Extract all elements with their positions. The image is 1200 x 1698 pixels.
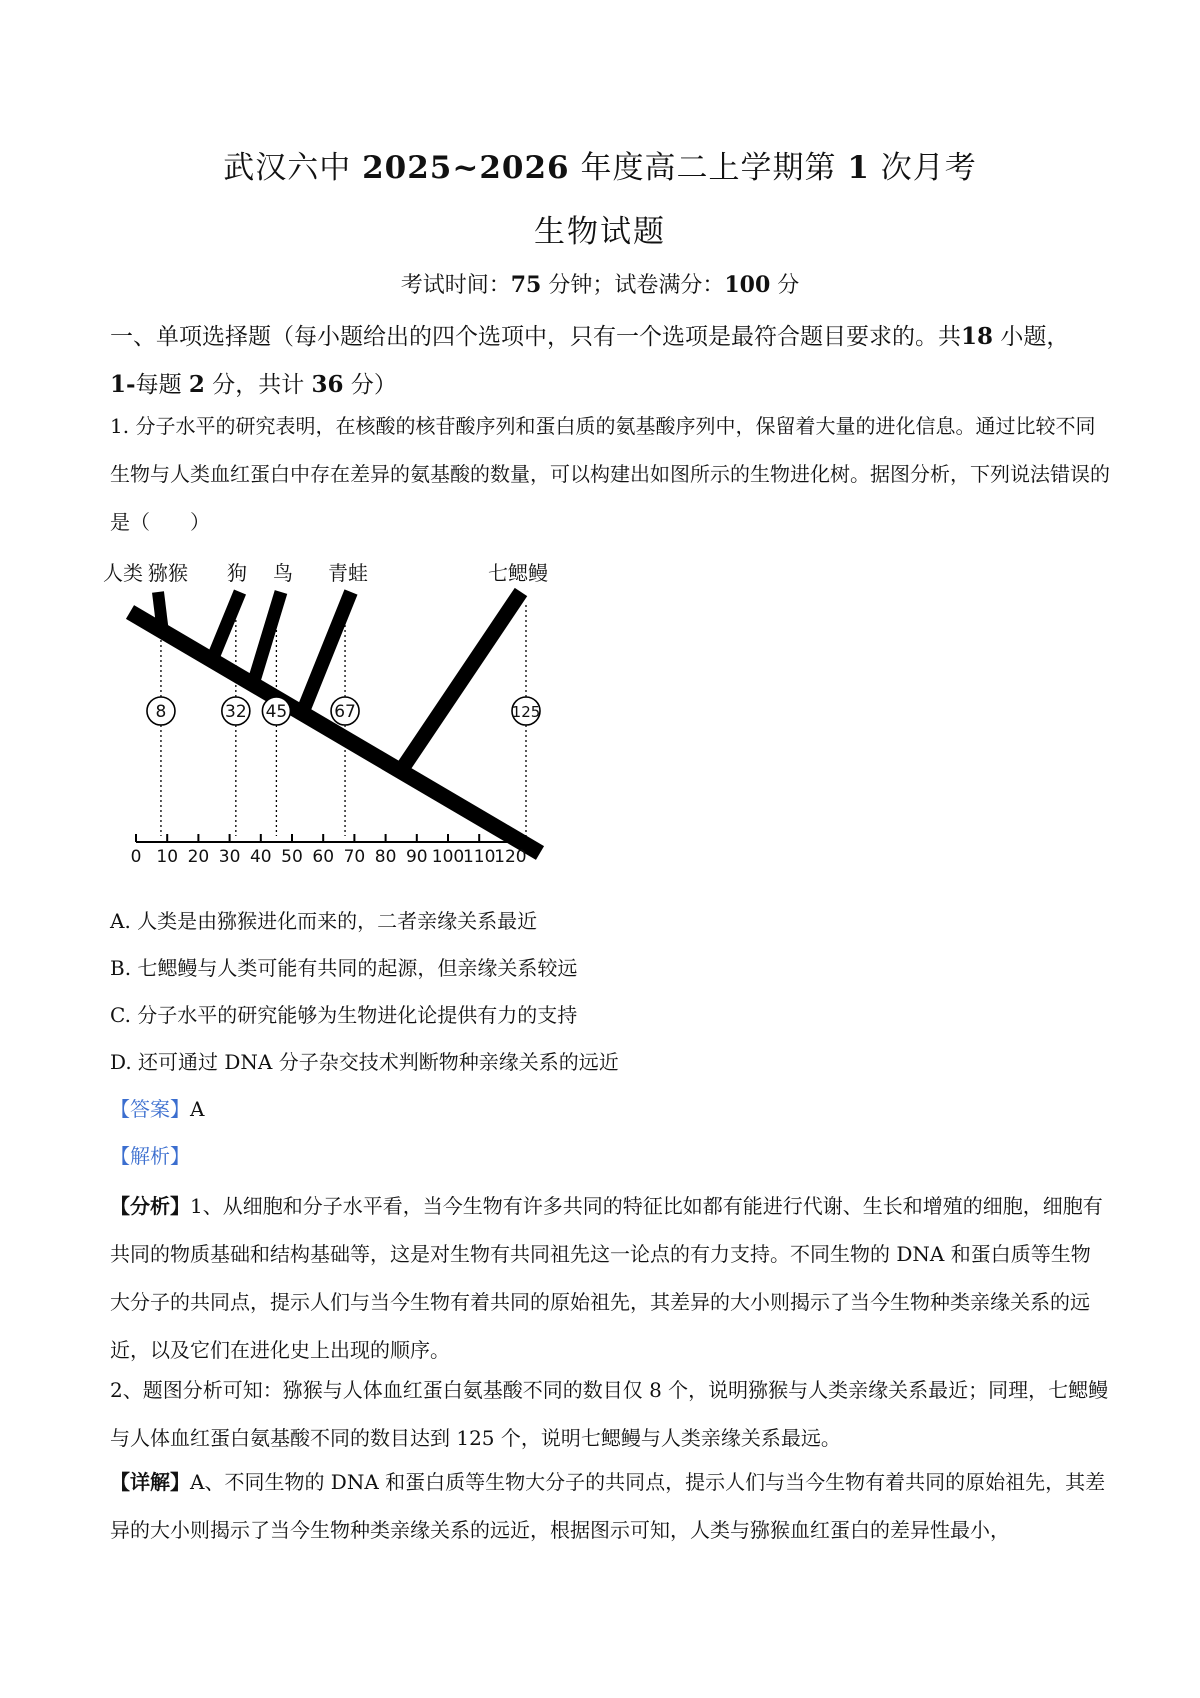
tree-species-labels	[103, 561, 548, 585]
evolution-tree-figure	[103, 550, 620, 880]
tree-branch	[158, 592, 163, 631]
difference-value: 67	[334, 702, 356, 722]
species-label: 人类	[103, 561, 143, 585]
species-label: 猕猴	[148, 561, 188, 585]
option-a[interactable]: A. 人类是由猕猴进化而来的，二者亲缘关系最近	[110, 909, 538, 933]
difference-value: 8	[155, 702, 167, 722]
axis-tick-label: 100	[431, 847, 465, 867]
answer-line	[110, 1093, 204, 1122]
difference-value: 45	[265, 702, 288, 722]
analysis-paragraph-2: 2、题图分析可知：猕猴与人体血红蛋白氨基酸不同的数目仅 8 个，说明猕猴与人类亲缘关系最近；同理，七鳃鳗与人体血红蛋白氨基酸不同的数目达到 125 个，说明七鳃鳗与人类亲缘关系最远。	[110, 1378, 1109, 1450]
exam-subtitle: 生物试题	[534, 214, 666, 250]
axis-tick-label: 40	[249, 847, 272, 867]
section-heading: 一、单项选择题（每小题给出的四个选项中，只有一个选项是最符合题目要求的。共18 小题， 1-每题 2 分，共计 36 分）	[110, 323, 1070, 398]
analysis-paragraph-1: 【分析】1、从细胞和分子水平看，当今生物有许多共同的特征比如都有能进行代谢、生长和增殖的细胞，细胞有共同的物质基础和结构基础等，这是对生物有共同祖先这一论点的有力支持。不同生物的 DNA 和蛋白质等生物大分子的共同点，提示人们与当今生物有着共同的原始祖先，其差异的大小则揭示了当今生物种类亲缘关系的远近，以及它们在进化史上出现的顺序。	[110, 1194, 1103, 1362]
axis-tick-label: 10	[156, 847, 179, 867]
answer-value: A	[190, 1097, 205, 1121]
axis-tick-label: 60	[312, 847, 335, 867]
analysis-label: 【解析】	[110, 1144, 190, 1168]
axis-tick-label: 50	[281, 847, 303, 867]
difference-value: 125	[511, 703, 541, 721]
tree-branch	[401, 592, 521, 771]
exam-title: 武汉六中 2025~2026 年度高二上学期第 1 次月考	[223, 150, 977, 186]
option-d[interactable]: D. 还可通过 DNA 分子杂交技术判断物种亲缘关系的远近	[110, 1050, 619, 1074]
species-label: 鸟	[273, 561, 293, 585]
axis-tick-label: 30	[218, 847, 241, 867]
tree-difference-circles	[147, 697, 540, 725]
axis-tick-label: 80	[374, 847, 397, 867]
difference-value: 32	[225, 702, 247, 722]
tree-branches	[130, 592, 540, 853]
question-stem: 1. 分子水平的研究表明，在核酸的核苷酸序列和蛋白质的氨基酸序列中，保留着大量的进化信息。通过比较不同生物与人类血红蛋白中存在差异的氨基酸的数量，可以构建出如图所示的生物进化树。据图分析，下列说法错误的是（ ）	[110, 414, 1110, 534]
analysis-paragraph-3: 【详解】A、不同生物的 DNA 和蛋白质等生物大分子的共同点，提示人们与当今生物有着共同的原始祖先，其差异的大小则揭示了当今生物种类亲缘关系的远近，根据图示可知，人类与猕猴血红蛋白的差异性最小，	[110, 1470, 1106, 1542]
axis-tick-label: 120	[494, 847, 527, 867]
answer-label: 【答案】	[110, 1097, 190, 1121]
tree-branch	[302, 592, 351, 713]
species-label: 青蛙	[328, 561, 368, 585]
exam-info: 考试时间：75 分钟；试卷满分：100 分	[400, 272, 800, 298]
axis-tick-label: 20	[187, 847, 210, 867]
axis-tick-label: 110	[462, 847, 496, 867]
species-label: 七鳃鳗	[488, 561, 548, 585]
axis-tick-label: 0	[130, 847, 142, 867]
option-b[interactable]: B. 七鳃鳗与人类可能有共同的起源，但亲缘关系较远	[110, 956, 578, 980]
tree-axis	[131, 834, 527, 867]
option-c[interactable]: C. 分子水平的研究能够为生物进化论提供有力的支持	[110, 1003, 578, 1027]
axis-tick-label: 70	[343, 847, 366, 867]
species-label: 狗	[227, 561, 247, 585]
axis-tick-label: 90	[405, 847, 428, 867]
